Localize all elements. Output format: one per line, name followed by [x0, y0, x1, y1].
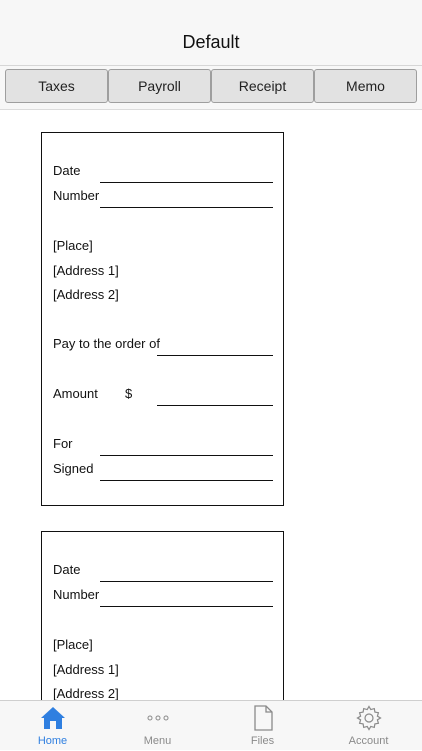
tabbar-item-home[interactable]: [0, 701, 105, 751]
tab-receipt[interactable]: Receipt: [211, 69, 314, 103]
number-line[interactable]: [100, 207, 273, 208]
for-line[interactable]: [100, 455, 273, 456]
for-label: For: [53, 436, 73, 451]
address2-text: [Address 2]: [53, 686, 119, 700]
address2-text: [Address 2]: [53, 287, 119, 302]
page-title: Default: [182, 32, 240, 52]
check-form[interactable]: [41, 531, 284, 700]
place-text: [Place]: [53, 238, 93, 253]
tabbar-label: Files: [250, 735, 275, 747]
bottom-tab-bar: [0, 700, 422, 750]
number-label: Number: [53, 188, 100, 203]
tab-taxes[interactable]: Taxes: [5, 69, 108, 103]
pay-to-line[interactable]: [157, 355, 273, 356]
date-line[interactable]: [100, 581, 273, 582]
number-label: Number: [53, 587, 100, 602]
tabbar-item-menu[interactable]: [105, 701, 210, 751]
file-icon: [210, 705, 315, 731]
more-dots-icon: [105, 705, 210, 731]
nav-header: [0, 0, 422, 66]
tabbar-label: Home: [37, 735, 68, 747]
document-preview: [0, 110, 422, 700]
check-form[interactable]: [41, 132, 284, 506]
signed-line[interactable]: [100, 480, 273, 481]
address1-text: [Address 1]: [53, 662, 119, 677]
tabbar-item-files[interactable]: [210, 701, 315, 751]
tab-memo[interactable]: Memo: [314, 69, 417, 103]
signed-label: Signed: [53, 461, 94, 476]
date-line[interactable]: [100, 182, 273, 183]
tab-payroll[interactable]: Payroll: [108, 69, 211, 103]
place-text: [Place]: [53, 637, 93, 652]
currency-symbol: $: [125, 386, 133, 401]
template-tabs: [0, 66, 422, 110]
gear-icon: [315, 705, 422, 731]
amount-label: Amount: [53, 386, 98, 401]
date-label: Date: [53, 163, 81, 178]
tabbar-label: Account: [348, 735, 389, 747]
tabbar-label: Menu: [143, 735, 172, 747]
home-icon: [0, 705, 105, 731]
address1-text: [Address 1]: [53, 263, 119, 278]
tabbar-item-account[interactable]: [315, 701, 422, 751]
number-line[interactable]: [100, 606, 273, 607]
pay-to-label: Pay to the order of: [53, 336, 160, 351]
date-label: Date: [53, 562, 81, 577]
amount-line[interactable]: [157, 405, 273, 406]
